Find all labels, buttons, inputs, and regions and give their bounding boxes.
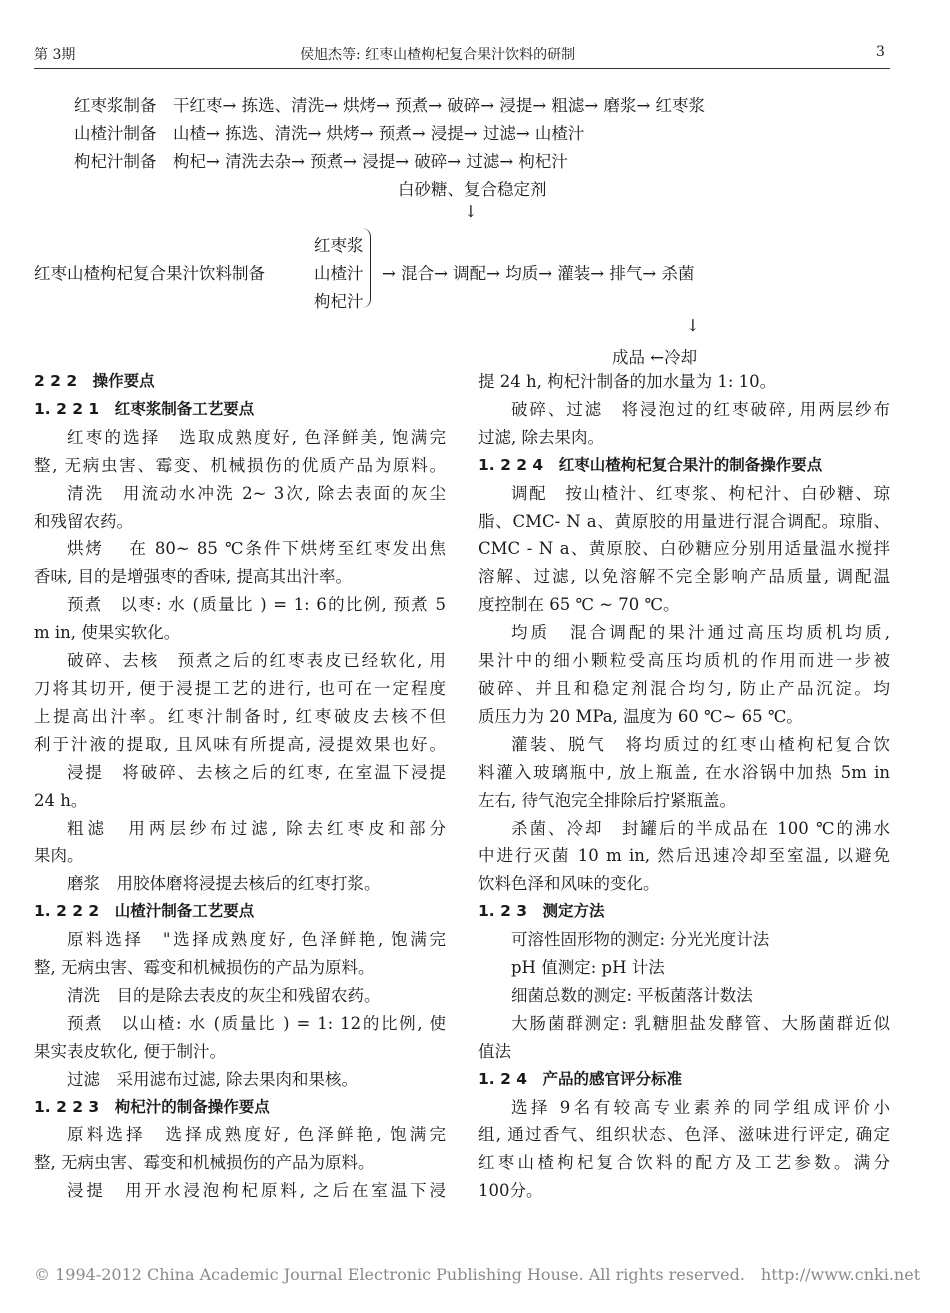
text-line: 整, 无病虫害、霉变和机械损伤的产品为原料。 (34, 1153, 375, 1173)
text-line: 香味, 目的是增强枣的香味, 提高其出汁率。 (34, 567, 352, 587)
text-line: 细菌总数的测定: 平板菌落计数法 (511, 985, 753, 1005)
text-line: 可溶性固形物的测定: 分光光度计法 (511, 930, 770, 950)
text-line: 浸提 将破碎、去核之后的红枣, 在室温下浸提 (67, 762, 446, 782)
flow-line-wolfberry: 枸杞汁制备 枸杞→ 清洗去杂→ 预煮→ 浸提→ 破碎→ 过滤→ 枸杞汁 (74, 152, 568, 171)
section-heading: 2 2 2 操作要点 (34, 372, 155, 390)
text-line: 清洗 用流动水冲洗 2~ 3次, 除去表面的灰尘 (67, 483, 446, 503)
flow-line-hawthorn: 山楂汁制备 山楂→ 拣选、清洗→ 烘烤→ 预煮→ 浸提→ 过滤→ 山楂汁 (74, 124, 585, 143)
text-line: 24 h。 (34, 790, 88, 810)
text-line: 破碎、去核 预煮之后的红枣表皮已经软化, 用 (67, 651, 446, 671)
text-line: 利于汁液的提取, 且风味有所提高, 浸提效果也好。 (34, 734, 446, 754)
flow-input-jujube: 红枣浆 (314, 236, 364, 255)
text-line: 度控制在 65 ℃ ~ 70 ℃。 (478, 595, 680, 615)
text-line: 均质 混合调配的果汁通过高压均质机均质, (511, 623, 890, 643)
text-line: 上提高出汁率。红枣汁制备时, 红枣破皮去核不但 (34, 706, 446, 726)
section-heading: 1. 2 2 4 红枣山楂枸杞复合果汁的制备操作要点 (478, 455, 823, 474)
text-line: 原料选择 选择成熟度好, 色泽鲜艳, 饱满完 (67, 1125, 446, 1145)
text-line: 中进行灭菌 10 m in, 然后迅速冷却至室温, 以避免 (478, 846, 890, 866)
text-line: 组, 通过香气、组织状态、色泽、滋味进行评定, 确定 (478, 1125, 890, 1145)
text-line: 预煮 以枣: 水 (质量比 ) = 1: 6的比例, 预煮 5 (67, 595, 446, 615)
text-line: 破碎、过滤 将浸泡过的红枣破碎, 用两层纱布 (511, 399, 890, 419)
header-rule (34, 68, 890, 69)
text-line: 破碎、并且和稳定剂混合均匀, 防止产品沉淀。均 (478, 678, 890, 698)
flow-down-arrow-2: ↓ (686, 316, 700, 335)
text-line: 灌装、脱气 将均质过的红枣山楂枸杞复合饮 (511, 734, 890, 754)
text-line: 质压力为 20 MPa, 温度为 60 ℃~ 65 ℃。 (478, 706, 803, 726)
text-line: 预煮 以山楂: 水 (质量比 ) = 1: 12的比例, 使 (67, 1013, 446, 1033)
text-line: 烘烤 在 80~ 85 ℃条件下烘烤至红枣发出焦 (67, 539, 446, 559)
text-line: 整, 无病虫害、霉变和机械损伤的产品为原料。 (34, 958, 375, 978)
running-title: 侯旭杰等: 红枣山楂枸杞复合果汁饮料的研制 (300, 47, 576, 63)
text-line: 提 24 h, 枸杞汁制备的加水量为 1: 10。 (478, 372, 777, 391)
section-heading: 1. 2 3 测定方法 (478, 902, 605, 921)
text-line: 刀将其切开, 便于浸提工艺的进行, 也可在一定程度 (34, 678, 446, 698)
section-heading: 1. 2 2 3 枸杞汁的制备操作要点 (34, 1097, 270, 1116)
text-line: 脂、CMC- N a、黄原胶的用量进行混合调配。琼脂、 (478, 511, 890, 531)
issue-number: 第 3期 (34, 47, 76, 63)
text-line: 磨浆 用胶体磨将浸提去核后的红枣打浆。 (67, 874, 381, 894)
text-line: 果汁中的细小颗粒受高压均质机的作用而进一步被 (478, 651, 890, 671)
text-line: CMC - N a、黄原胶、白砂糖应分别用适量温水搅拌 (478, 539, 890, 559)
text-line: 粗滤 用两层纱布过滤, 除去红枣皮和部分 (67, 818, 446, 838)
text-line: 浸提 用开水浸泡枸杞原料, 之后在室温下浸 (67, 1181, 446, 1201)
text-line: 100分。 (478, 1181, 543, 1201)
page-number: 3 (876, 44, 885, 60)
text-line: 料灌入玻璃瓶中, 放上瓶盖, 在水浴锅中加热 5m in (478, 762, 890, 782)
text-line: 过滤 采用滤布过滤, 除去果肉和果核。 (67, 1069, 358, 1089)
right-text-column (478, 368, 890, 1205)
text-line: 果肉。 (34, 846, 84, 866)
text-line: 红枣的选择 选取成熟度好, 色泽鲜美, 饱满完 (67, 427, 446, 447)
text-line: 清洗 目的是除去表皮的灰尘和残留农药。 (67, 985, 381, 1005)
copyright-footer: © 1994-2012 China Academic Journal Electronic Publishing House. All rights reserved. http://www.cnki.net (34, 1265, 921, 1284)
flow-input-hawthorn: 山楂汁 (314, 264, 364, 283)
left-text-column (34, 368, 446, 1205)
flow-down-arrow: ↓ (464, 202, 478, 221)
flow-brace (362, 228, 371, 308)
text-line: pH 值测定: pH 计法 (511, 958, 665, 978)
flow-additives: 白砂糖、复合稳定剂 (398, 180, 547, 199)
flow-steps: → 混合→ 调配→ 均质→ 灌装→ 排气→ 杀菌 (382, 264, 695, 283)
text-line: m in, 使果实软化。 (34, 623, 181, 643)
section-heading: 1. 2 4 产品的感官评分标准 (478, 1069, 683, 1088)
flow-line-jujube: 红枣浆制备 干红枣→ 拣选、清洗→ 烘烤→ 预煮→ 破碎→ 浸提→ 粗滤→ 磨浆→ 红枣浆 (74, 96, 706, 115)
flow-mix-label: 红枣山楂枸杞复合果汁饮料制备 (34, 264, 265, 283)
text-line: 溶解、过滤, 以免溶解不完全影响产品质量, 调配温 (478, 567, 890, 587)
text-line: 原料选择 "选择成熟度好, 色泽鲜艳, 饱满完 (67, 930, 446, 950)
text-line: 果实表皮软化, 便于制汁。 (34, 1041, 226, 1061)
section-heading: 1. 2 2 1 红枣浆制备工艺要点 (34, 399, 255, 418)
text-line: 大肠菌群测定: 乳糖胆盐发酵管、大肠菌群近似 (511, 1013, 890, 1033)
text-line: 红枣山楂枸杞复合饮料的配方及工艺参数。满分 (478, 1153, 890, 1173)
text-line: 过滤, 除去果肉。 (478, 427, 604, 447)
text-line: 值法 (478, 1041, 511, 1061)
text-line: 整, 无病虫害、霉变、机械损伤的优质产品为原料。 (34, 455, 446, 475)
text-line: 选择 9名有较高专业素养的同学组成评价小 (511, 1097, 890, 1117)
text-line: 左右, 待气泡完全排除后拧紧瓶盖。 (478, 790, 736, 810)
flow-input-wolfberry: 枸杞汁 (314, 292, 364, 311)
text-line: 调配 按山楂汁、红枣浆、枸杞汁、白砂糖、琼 (511, 483, 890, 503)
section-heading: 1. 2 2 2 山楂汁制备工艺要点 (34, 902, 255, 921)
text-line: 杀菌、冷却 封罐后的半成品在 100 ℃的沸水 (511, 818, 890, 838)
flow-final-product: 成品 ←冷却 (612, 348, 698, 367)
text-line: 饮料色泽和风味的变化。 (478, 874, 660, 894)
text-line: 和残留农药。 (34, 511, 133, 531)
